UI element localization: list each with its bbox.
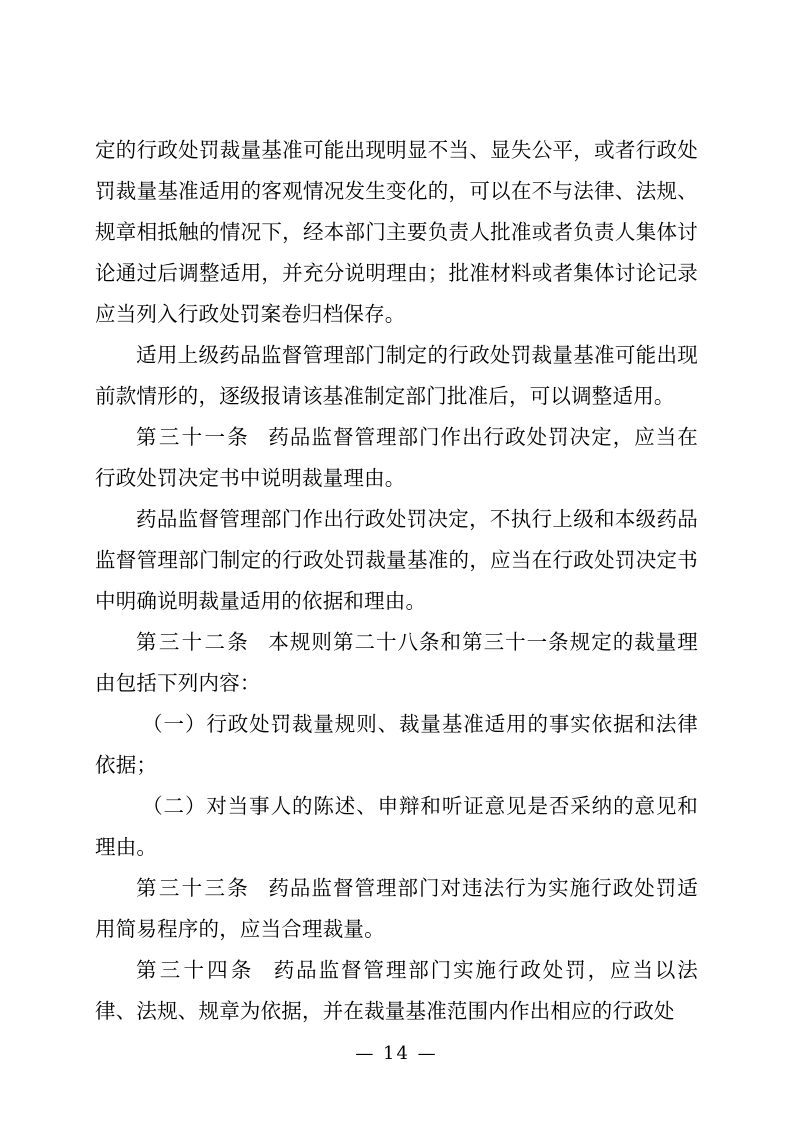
article-label-32: 第三十二条 (136, 630, 251, 654)
article-label-31: 第三十一条 (136, 425, 251, 449)
article-paragraph-32 (95, 622, 698, 704)
document-body (95, 130, 698, 1032)
article-paragraph-33 (95, 868, 698, 950)
article-label-34: 第三十四条 (136, 958, 255, 982)
paragraph: 适用上级药品监督管理部门制定的行政处罚裁量基准可能出现前款情形的，逐级报请该基准制定部门批准后，可以调整适用。 (95, 343, 698, 408)
paragraph-continued: 定的行政处罚裁量基准可能出现明显不当、显失公平，或者行政处罚裁量基准适用的客观情况发生变化的，可以在不与法律、法规、规章相抵触的情况下，经本部门主要负责人批准或者负责人集体讨论通过后调整适用，并充分说明理由；批准材料或者集体讨论记录应当列入行政处罚案卷归档保存。 (95, 138, 698, 326)
article-paragraph-34 (95, 950, 698, 1032)
page-number: — 14 — (355, 1043, 438, 1064)
list-item: （二）对当事人的陈述、申辩和听证意见是否采纳的意见和理由。 (95, 794, 698, 859)
list-item: （一）行政处罚裁量规则、裁量基准适用的事实依据和法律依据； (95, 712, 698, 777)
article-label-33: 第三十三条 (136, 876, 251, 900)
article-text-33: 药品监督管理部门对违法行为实施行政处罚适用简易程序的，应当合理裁量。 (95, 876, 699, 941)
article-text-34: 药品监督管理部门实施行政处罚，应当以法律、法规、规章为依据，并在裁量基准范围内作出相应的行政处 (95, 958, 698, 1023)
article-text-31: 药品监督管理部门作出行政处罚决定，应当在行政处罚决定书中说明裁量理由。 (95, 425, 699, 490)
article-text-32: 本规则第二十八条和第三十一条规定的裁量理由包括下列内容： (95, 630, 699, 695)
paragraph: 药品监督管理部门作出行政处罚决定，不执行上级和本级药品监督管理部门制定的行政处罚裁量基准的，应当在行政处罚决定书中明确说明裁量适用的依据和理由。 (95, 507, 698, 613)
article-paragraph-31 (95, 417, 698, 499)
